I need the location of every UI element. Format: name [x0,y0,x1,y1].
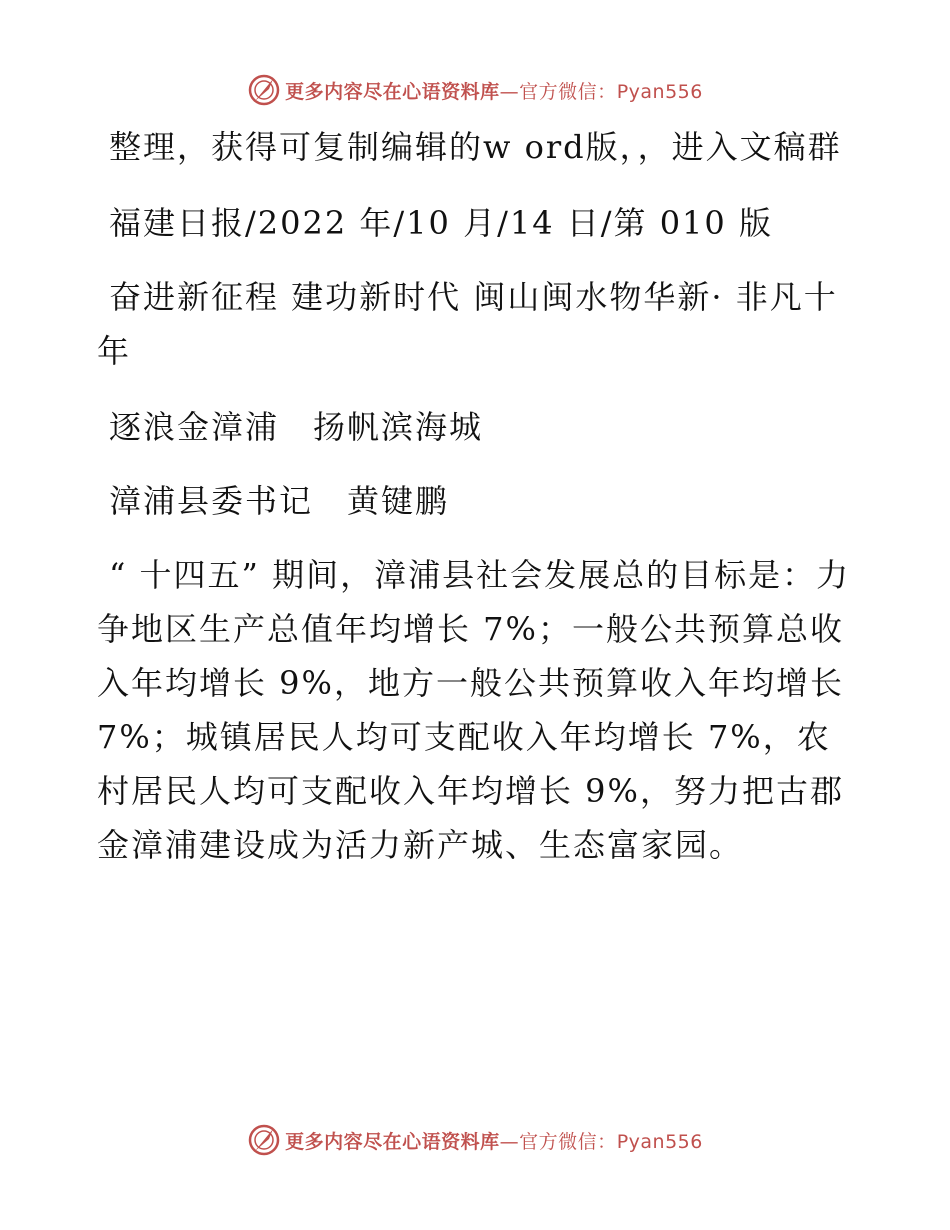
source-line: 福建日报/2022 年/10 月/14 日/第 010 版 [109,204,773,242]
quill-logo-icon [247,73,281,107]
watermark-wechat-id: Pyan556 [616,80,703,103]
watermark-wechat-id: Pyan556 [616,1130,703,1153]
column-title: 奋进新征程 建功新时代 闽山闽水物华新· 非凡十年 [97,278,838,370]
body-paragraph: “ 十四五” 期间，漳浦县社会发展总的目标是：力争地区生产总值年均增长 7%；一般公共预算总收入年均增长 9%，地方一般公共预算收入年均增长 7%；城镇居民人均可支配收入年均增长 7%，农村居民人均可支配收入年均增长 9%，努力把古郡金漳浦建设成为活力新产城、生态富家园。 [97,556,851,864]
intro-paragraph: 整理，获得可复制编辑的w ord版，，进入文稿群 [109,128,842,166]
watermark-wechat-label: 官方微信： [519,80,617,103]
quill-logo-icon [247,1123,281,1157]
header-watermark [0,70,950,110]
author-line: 漳浦县委书记 黄键鹏 [109,482,450,520]
watermark-label [285,77,703,104]
watermark-text: 更多内容尽在心语资料库 [285,80,500,103]
document-body [97,120,857,894]
watermark-label [285,1127,703,1154]
watermark-dash: — [499,1130,520,1153]
footer-watermark [0,1120,950,1160]
watermark-dash: — [499,80,520,103]
watermark-wechat-label: 官方微信： [519,1130,617,1153]
headline: 逐浪金漳浦 扬帆滨海城 [109,408,484,446]
watermark-text: 更多内容尽在心语资料库 [285,1130,500,1153]
